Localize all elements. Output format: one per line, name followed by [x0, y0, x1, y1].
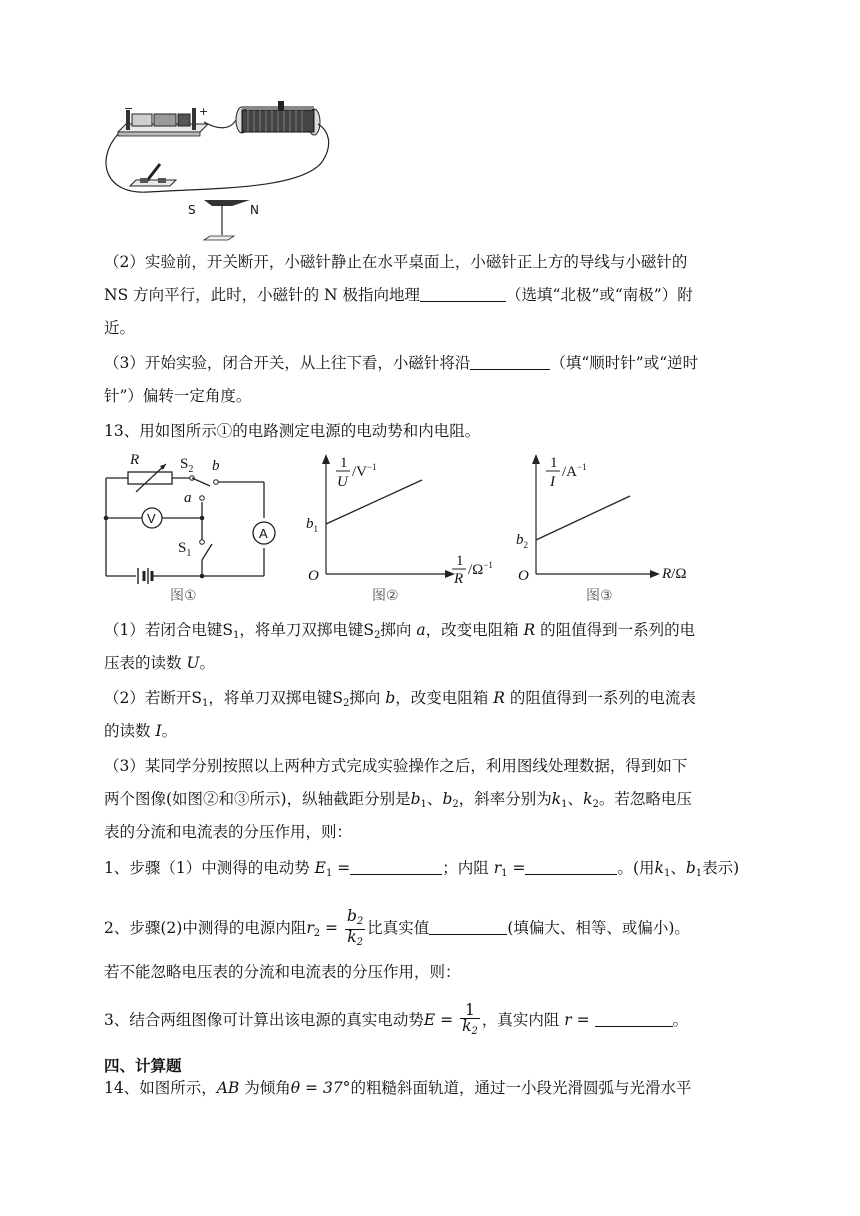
knife-switch	[130, 164, 176, 186]
compass-n-label: N	[250, 203, 259, 217]
label-S2: $S_2$	[180, 456, 194, 475]
answer-blank[interactable]	[420, 286, 506, 302]
q13-step1-line2: 压表的读数 U。	[104, 654, 216, 672]
q13-step3-line1: （3）某同学分别按照以上两种方式完成实验操作之后，利用图线处理数据，得到如下	[104, 757, 688, 775]
y-label-unit: $/A^{-1}$	[562, 462, 587, 480]
q13-step1-line1: （1）若闭合电键$S_1$，将单刀双掷电键$S_2$掷向 a，改变电阻箱 R 的阻值得到一系列的电	[104, 621, 696, 641]
q13-step3-line2: 两个图像(如图②和③所示)，纵轴截距分别是$b_1$、$b_2$，斜率分别为$k_1$、$k_2$。若忽略电压	[104, 790, 692, 810]
q13-intro: 13、用如图所示①的电路测定电源的电动势和内电阻。	[104, 422, 481, 440]
x-label-den: R	[454, 571, 464, 587]
label-A: A	[259, 526, 268, 541]
q12-part2-line1: （2）实验前，开关断开，小磁针静止在水平桌面上，小磁针正上方的导线与小磁针的	[104, 253, 688, 271]
intercept-b1: $b_1$	[306, 516, 318, 534]
y-label-num: 1	[340, 455, 348, 471]
origin-label: O	[518, 568, 529, 584]
label-b: b	[212, 458, 220, 474]
q12-part2-line2: NS 方向平行，此时，小磁针的 N 极指向地理 （选填“北极”或“南极”）附	[104, 286, 693, 304]
x-label-unit: $/\Omega^{-1}$	[468, 560, 493, 578]
figure-3-caption: 图③	[586, 588, 613, 604]
y-label-num: 1	[550, 455, 558, 471]
intercept-b2: $b_2$	[516, 532, 528, 550]
battery-symbol	[138, 568, 152, 584]
q12-part2-line3: 近。	[104, 319, 136, 337]
y-label-unit: $/V^{-1}$	[352, 462, 377, 480]
q13-step3-line3: 表的分流和电流表的分压作用，则：	[104, 823, 353, 841]
q13-answer3: 3、结合两组图像可计算出该电源的真实电动势E = $\frac{1}{k_2}$ ，真实内阻 r = 。	[104, 1001, 689, 1037]
figure-1-circuit	[100, 452, 270, 612]
x-label: R/Ω	[662, 566, 687, 582]
y-label-den: I	[550, 474, 555, 490]
figure-2-caption: 图②	[372, 588, 399, 604]
apparatus-figure	[100, 100, 340, 245]
compass-s-label: S	[188, 203, 196, 217]
y-label-den: U	[337, 474, 348, 490]
x-label-num: 1	[456, 553, 464, 569]
battery-minus-label: −	[124, 102, 134, 115]
figure-1-caption: 图①	[170, 588, 197, 604]
answer-blank[interactable]	[429, 919, 507, 935]
origin-label: O	[308, 568, 319, 584]
q13-step2-line1: （2）若断开$S_1$，将单刀双掷电键$S_2$掷向 b，改变电阻箱 R 的阻值得到一系列的电流表	[104, 689, 696, 709]
q12-part3-line2: 针”）偏转一定角度。	[104, 387, 252, 405]
compass-needle-stand	[204, 200, 250, 240]
answer-blank[interactable]	[525, 859, 617, 875]
graph-3-line	[536, 496, 630, 540]
answer-blank[interactable]	[595, 1011, 673, 1027]
fraction-1-k2: $\frac{1}{k_2}$	[462, 1001, 478, 1037]
wire-top	[204, 120, 236, 128]
fraction-b2-k2: $\frac{b_2}{k_2}$	[346, 906, 364, 948]
label-R: R	[130, 452, 140, 468]
battery-plus-label: +	[199, 105, 209, 118]
figure-3-graph	[510, 452, 700, 612]
answer-blank[interactable]	[470, 354, 550, 370]
q13-step2-line2: 的读数 I。	[104, 722, 178, 740]
q12-part3-line1: （3）开始实验，闭合开关，从上往下看，小磁针将沿 （填“顺时针”或“逆时	[104, 354, 699, 372]
label-a: a	[184, 490, 192, 506]
q13-answer2: 2、步骤(2)中测得的电源内阻$r_2$ = $\frac{b_2}{k_2}$ 比真实值 (填偏大、相等、或偏小)。	[104, 906, 690, 948]
label-S1: $S_1$	[178, 540, 192, 559]
rheostat	[236, 101, 320, 135]
q13-answer1: 1、步骤（1）中测得的电动势 $E_1$ = ；内阻 $r_1$ = 。(用$k_1$、$b_1$表示)	[104, 859, 740, 879]
answer-blank[interactable]	[350, 859, 442, 875]
label-V: V	[147, 511, 156, 526]
figure-2-graph	[300, 452, 500, 612]
section-title: 四、计算题	[104, 1057, 182, 1075]
q13-note: 若不能忽略电压表的分流和电流表的分压作用，则：	[104, 963, 461, 981]
rheostat-r	[128, 472, 172, 484]
q14-line1: 14、如图所示，AB 为倾角θ = 37°的粗糙斜面轨道，通过一小段光滑圆弧与光滑水平	[104, 1079, 692, 1097]
